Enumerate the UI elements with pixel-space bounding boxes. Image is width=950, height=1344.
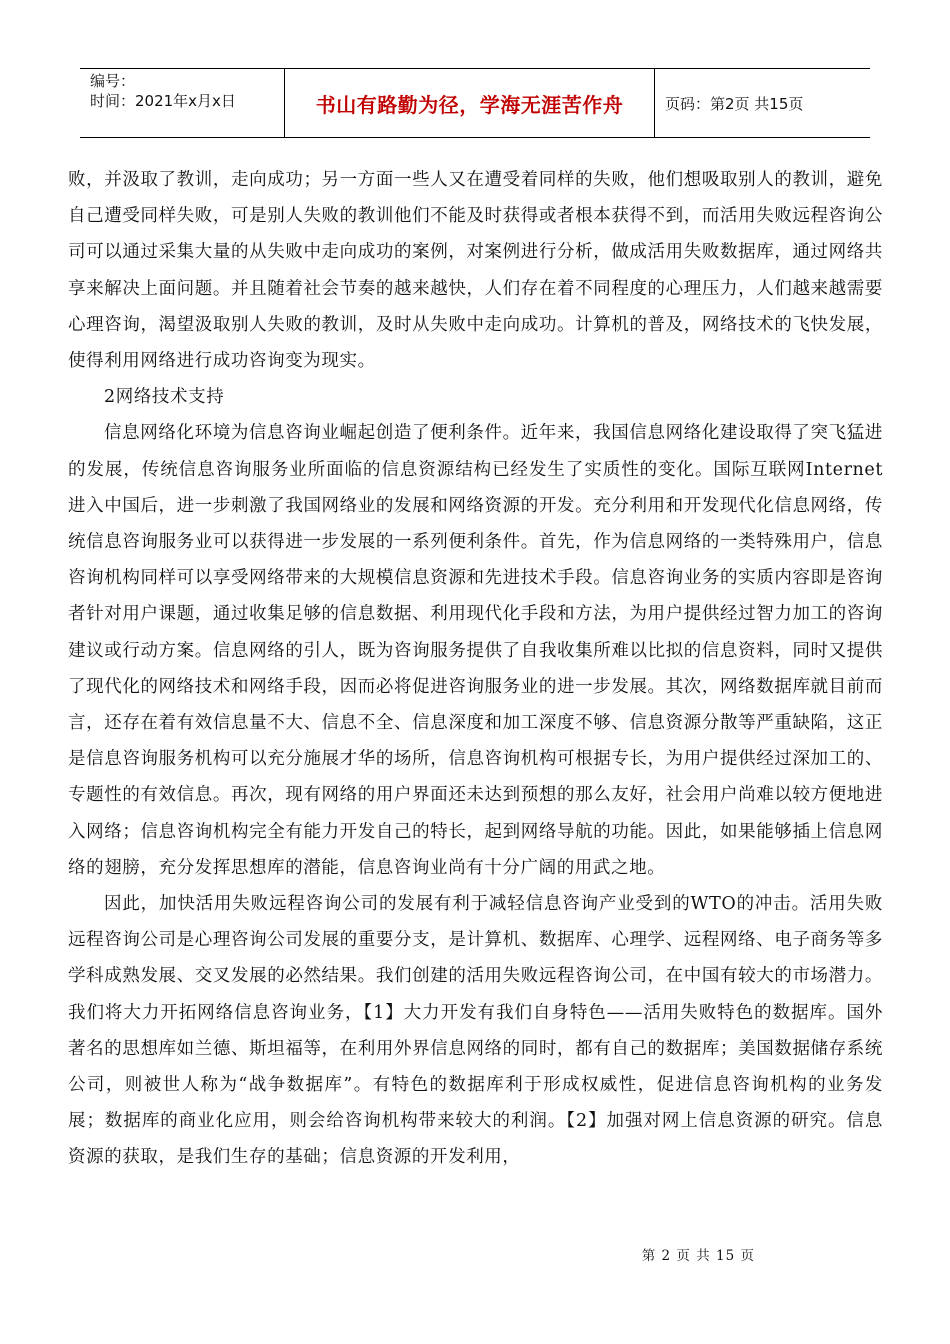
page-header	[80, 68, 870, 138]
header-meta	[80, 69, 285, 137]
section-heading: 2网络技术支持	[104, 387, 225, 408]
header-motto: 书山有路勤为径，学海无涯苦作舟	[285, 69, 655, 137]
document-number-label: 编号：	[90, 72, 136, 90]
document-body	[68, 162, 883, 1176]
body-paragraph: 败，并汲取了教训，走向成功；另一方面一些人又在遭受着同样的失败，他们想吸取别人的教训，避免自己遭受同样失败，可是别人失败的教训他们不能及时获得或者根本获得不到，而活用失败远程咨询公司可以通过采集大量的从失败中走向成功的案例，对案例进行分析，做成活用失败数据库，通过网络共享来解决上面问题。并且随着社会节奏的越来越快，人们存在着不同程度的心理压力，人们越来越需要心理咨询，渴望汲取别人失败的教训，及时从失败中走向成功。计算机的普及，网络技术的飞快发展，使得利用网络进行成功咨询变为现实。	[68, 170, 883, 372]
body-paragraph: 因此，加快活用失败远程咨询公司的发展有利于减轻信息咨询产业受到的WTO的冲击。活用失败远程咨询公司是心理咨询公司发展的重要分支，是计算机、数据库、心理学、远程网络、电子商务等多学科成熟发展、交叉发展的必然结果。我们创建的活用失败远程咨询公司，在中国有较大的市场潜力。我们将大力开拓网络信息咨询业务，【1】大力开发有我们自身特色——活用失败特色的数据库。国外著名的思想库如兰德、斯坦福等，在利用外界信息网络的同时，都有自己的数据库；美国数据储存系统公司，则被世人称为“战争数据库”。有特色的数据库利于形成权威性，促进信息咨询机构的业务发展；数据库的商业化应用，则会给咨询机构带来较大的利润。【2】加强对网上信息资源的研究。信息资源的获取，是我们生存的基础；信息资源的开发利用，	[68, 894, 883, 1168]
body-paragraph: 信息网络化环境为信息咨询业崛起创造了便利条件。近年来，我国信息网络化建设取得了突飞猛进的发展，传统信息咨询服务业所面临的信息资源结构已经发生了实质性的变化。国际互联网Internet进入中国后，进一步刺激了我国网络业的发展和网络资源的开发。充分利用和开发现代化信息网络，传统信息咨询服务业可以获得进一步发展的一系列便利条件。首先，作为信息网络的一类特殊用户，信息咨询机构同样可以享受网络带来的大规模信息资源和先进技术手段。信息咨询业务的实质内容即是咨询者针对用户课题，通过收集足够的信息数据、利用现代化手段和方法，为用户提供经过智力加工的咨询建议或行动方案。信息网络的引人，既为咨询服务提供了自我收集所难以比拟的信息资料，同时又提供了现代化的网络技术和网络手段，因而必将促进咨询服务业的进一步发展。其次，网络数据库就目前而言，还存在着有效信息量不大、信息不全、信息深度和加工深度不够、信息资源分散等严重缺陷，这正是信息咨询服务机构可以充分施展才华的场所，信息咨询机构可根据专长，为用户提供经过深加工的、专题性的有效信息。再次，现有网络的用户界面还未达到预想的那么友好，社会用户尚难以较方便地进入网络；信息咨询机构完全有能力开发自己的特长，起到网络导航的功能。因此，如果能够插上信息网络的翅膀，充分发挥思想库的潜能，信息咨询业尚有十分广阔的用武之地。	[68, 423, 883, 878]
header-page-info: 页码：第2页 共15页	[665, 94, 804, 113]
page-footer: 第 2 页 共 15 页	[641, 1248, 755, 1264]
document-date: 时间：2021年x月x日	[90, 92, 236, 110]
